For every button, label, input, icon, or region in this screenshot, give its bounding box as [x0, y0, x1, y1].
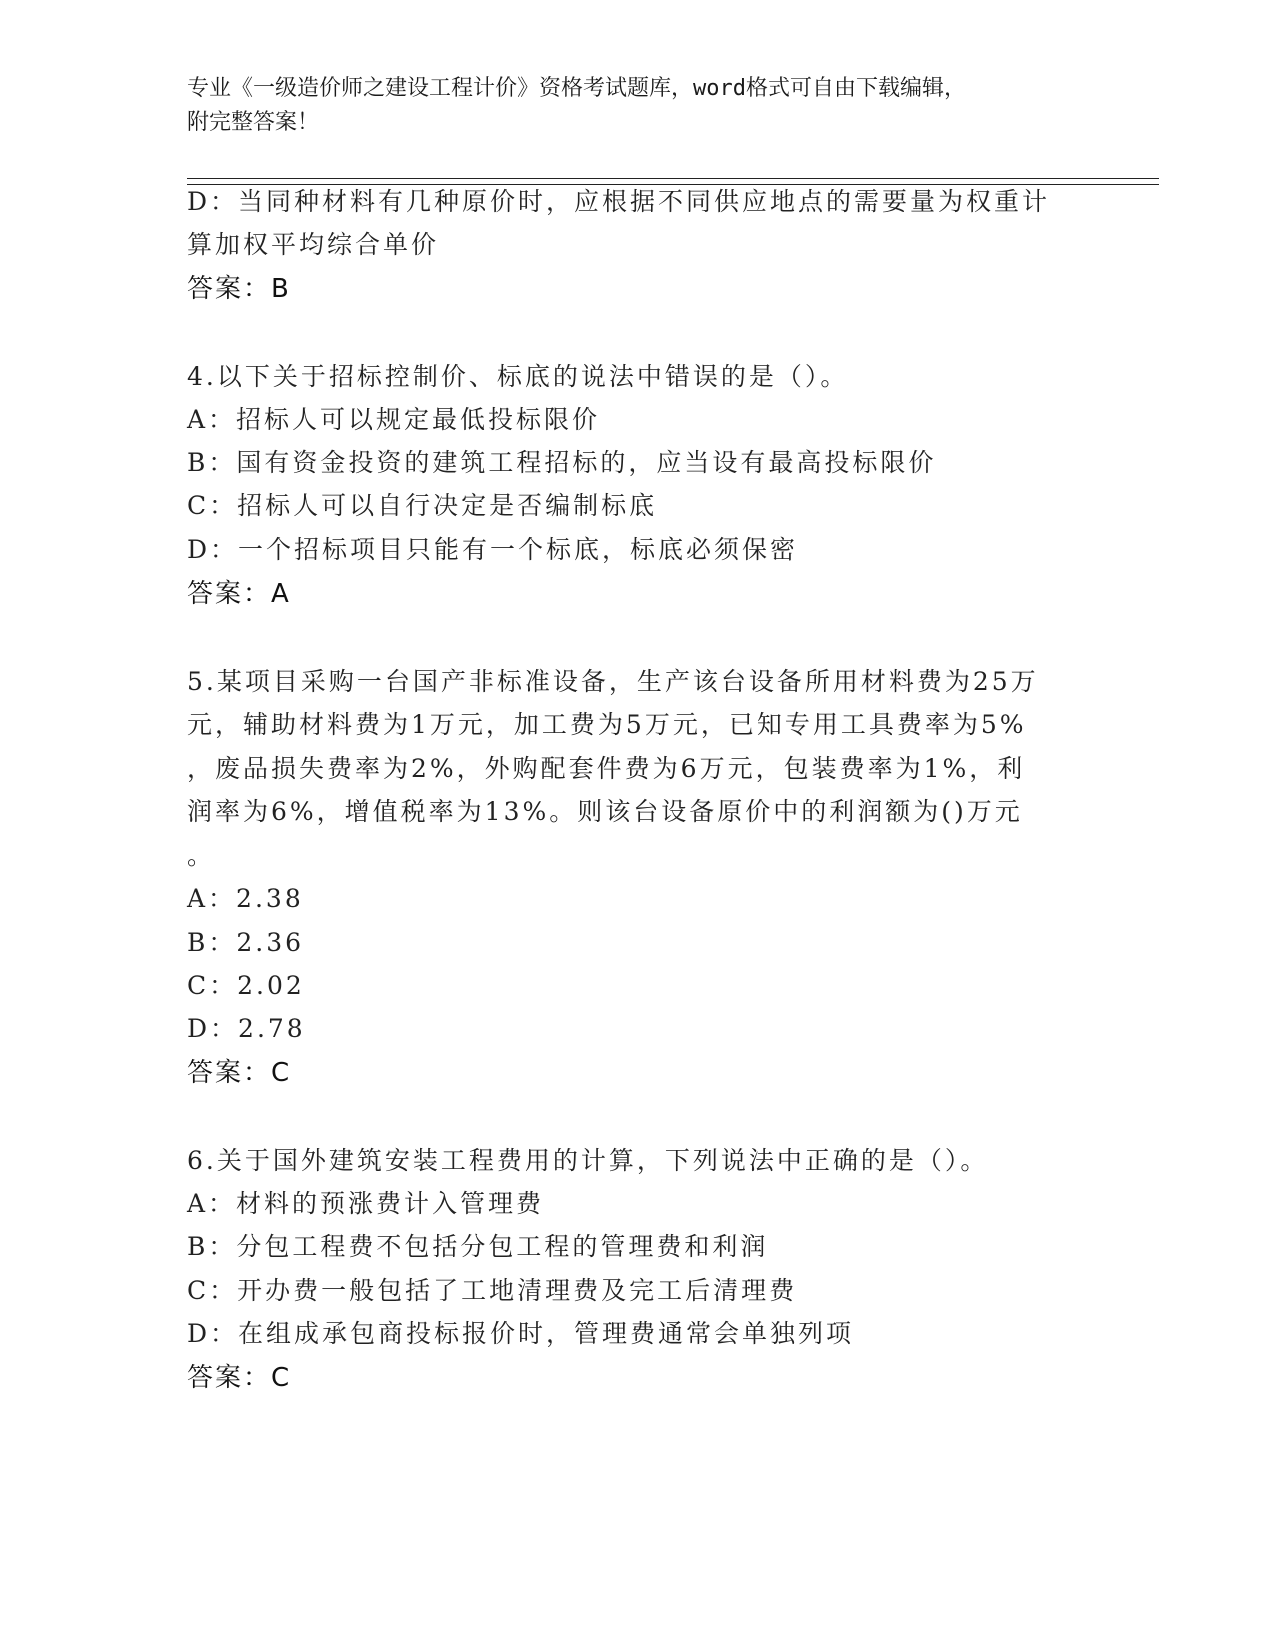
- prev-question-option-d-line-1: D：当同种材料有几种原价时，应根据不同供应地点的需要量为权重计: [187, 187, 1051, 216]
- question-5-option-c: C：2.02: [187, 971, 305, 1000]
- header-line-2: 附完整答案！: [187, 110, 320, 135]
- question-4-stem: 4.以下关于招标控制价、标底的说法中错误的是（）。: [187, 362, 849, 391]
- question-5-option-a: A：2.38: [187, 884, 304, 913]
- question-5-answer: 答案：C: [187, 1058, 292, 1088]
- question-6-option-a: A：材料的预涨费计入管理费: [187, 1189, 545, 1218]
- question-4-answer: 答案：A: [187, 579, 291, 609]
- question-4-option-b: B：国有资金投资的建筑工程招标的，应当设有最高投标限价: [187, 448, 937, 477]
- question-5-stem-line-4: 润率为6%，增值税率为13%。则该台设备原价中的利润额为()万元: [187, 797, 1023, 826]
- question-4-option-c: C：招标人可以自行决定是否编制标底: [187, 491, 658, 520]
- question-5-stem-line-5: 。: [187, 841, 216, 870]
- header-divider: [187, 178, 1159, 185]
- question-6-option-d: D：在组成承包商投标报价时，管理费通常会单独列项: [187, 1319, 855, 1348]
- document-header: [187, 72, 1087, 140]
- header-line-1: 专业《一级造价师之建设工程计价》资格考试题库，word格式可自由下载编辑，: [187, 76, 966, 101]
- question-5-stem-line-1: 5.某项目采购一台国产非标准设备，生产该台设备所用材料费为25万: [187, 667, 1039, 696]
- prev-question-option-d-line-2: 算加权平均综合单价: [187, 230, 440, 259]
- question-5-stem-line-2: 元，辅助材料费为1万元，加工费为5万元，已知专用工具费率为5%: [187, 710, 1027, 739]
- prev-question-answer: 答案：B: [187, 274, 291, 304]
- question-5-option-d: D：2.78: [187, 1014, 306, 1043]
- question-5-option-b: B：2.36: [187, 928, 305, 957]
- question-6-option-b: B：分包工程费不包括分包工程的管理费和利润: [187, 1232, 769, 1261]
- question-6-stem: 6.关于国外建筑安装工程费用的计算，下列说法中正确的是（）。: [187, 1146, 989, 1175]
- question-6-option-c: C：开办费一般包括了工地清理费及完工后清理费: [187, 1276, 798, 1305]
- question-6-answer: 答案：C: [187, 1363, 292, 1393]
- question-5-stem-line-3: ，废品损失费率为2%，外购配套件费为6万元，包装费率为1%，利: [187, 754, 1026, 783]
- question-4-option-d: D：一个招标项目只能有一个标底，标底必须保密: [187, 535, 799, 564]
- question-4-option-a: A：招标人可以规定最低投标限价: [187, 405, 601, 434]
- document-page: [187, 0, 1167, 1650]
